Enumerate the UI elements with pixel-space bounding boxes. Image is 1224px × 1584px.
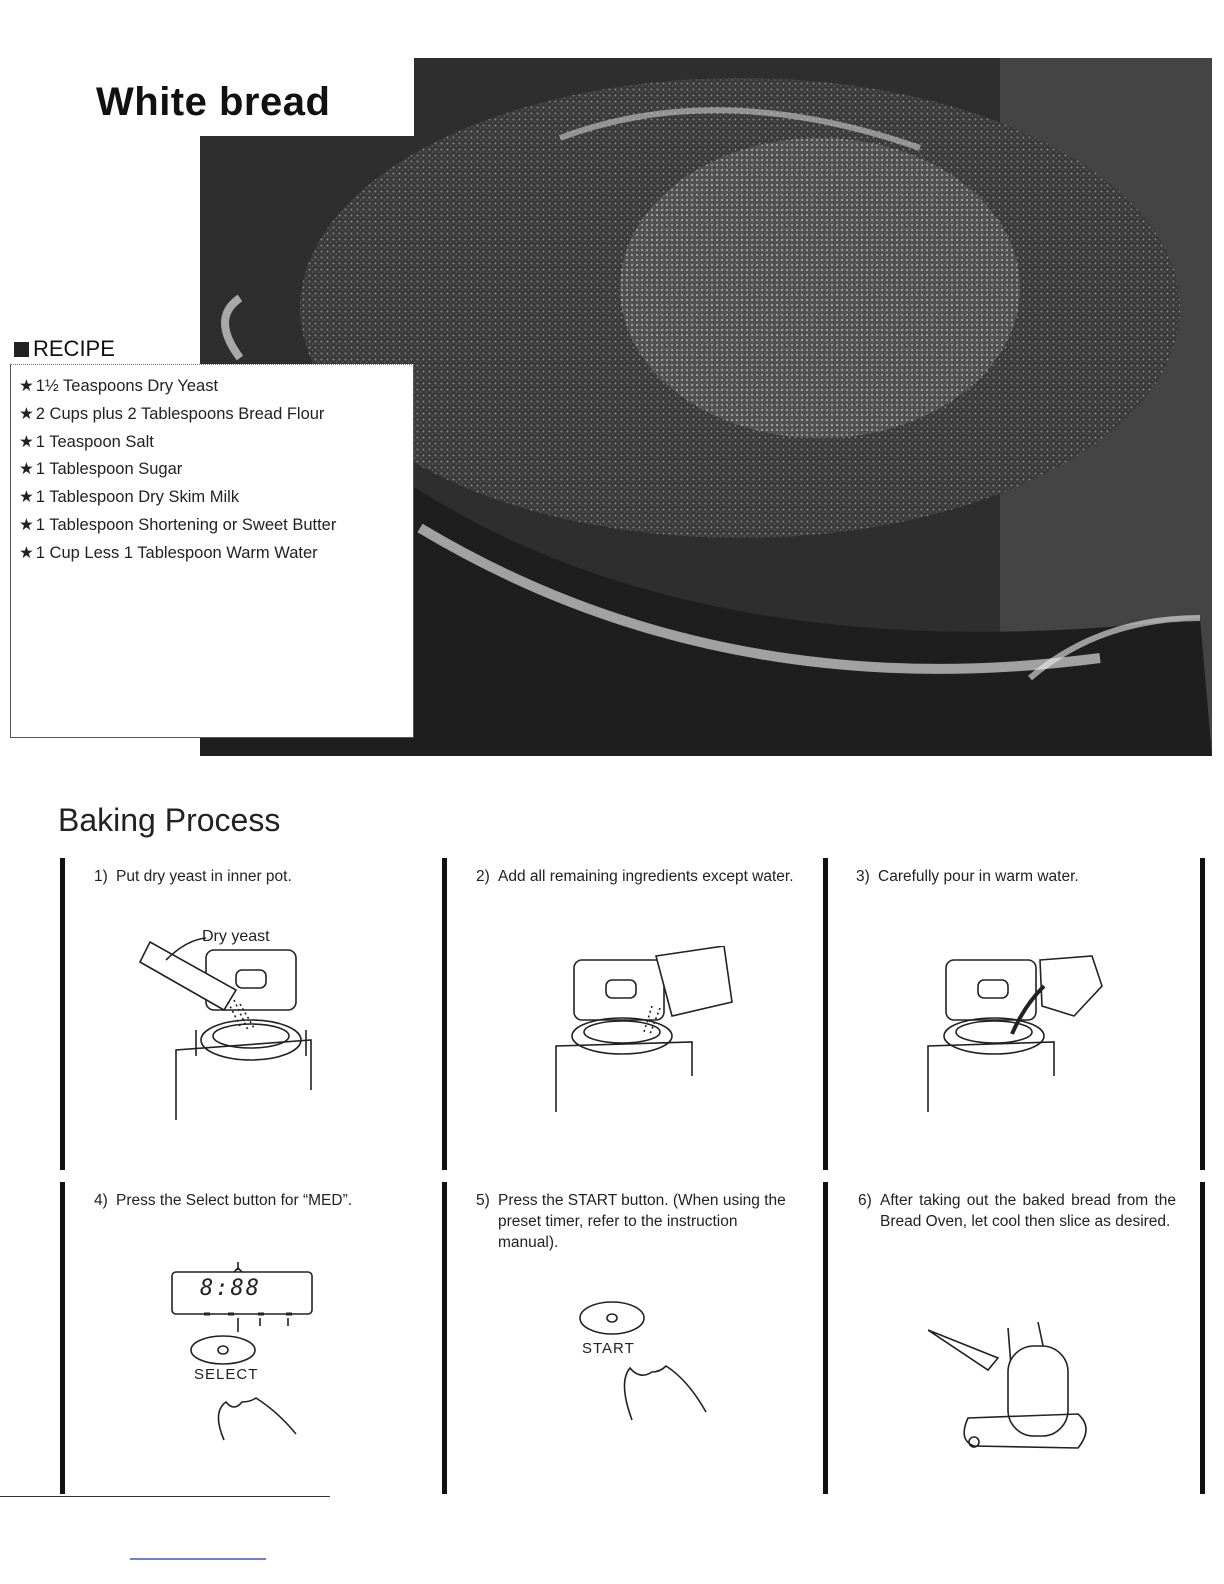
recipe-item: ★ 1 Cup Less 1 Tablespoon Warm Water bbox=[19, 543, 318, 562]
illustration-pour-water bbox=[924, 946, 1114, 1116]
process-title: Baking Process bbox=[58, 802, 281, 838]
recipe-item: ★ 1 Tablespoon Dry Skim Milk bbox=[19, 488, 240, 507]
star-icon: ★ bbox=[19, 488, 34, 507]
recipe-item: ★ 2 Cups plus 2 Tablespoons Bread Flour bbox=[19, 404, 325, 423]
recipe-list bbox=[11, 365, 413, 568]
star-icon: ★ bbox=[19, 460, 34, 479]
step-4: 4) Press the Select button for “MED”. bbox=[94, 1192, 353, 1209]
illustration-start-button bbox=[570, 1296, 720, 1426]
select-button-label: SELECT bbox=[194, 1366, 259, 1383]
recipe-item: ★ 1 Teaspoon Salt bbox=[19, 432, 154, 451]
recipe-item: ★ 1 Tablespoon Sugar bbox=[19, 460, 183, 479]
star-icon: ★ bbox=[19, 404, 34, 423]
recipe-box bbox=[10, 364, 414, 738]
star-icon: ★ bbox=[19, 515, 34, 534]
step-2: 2) Add all remaining ingredients except water. bbox=[476, 868, 794, 885]
column-divider bbox=[442, 858, 447, 1170]
step-3: 3) Carefully pour in warm water. bbox=[856, 868, 1079, 885]
recipe-item: ★ 1 Tablespoon Shortening or Sweet Butter bbox=[19, 515, 337, 534]
recipe-heading-label: RECIPE bbox=[33, 336, 115, 361]
lcd-display: 8:88 bbox=[200, 1276, 261, 1301]
step-6: 6) After taking out the baked bread from the Bread Oven, let cool then slice as desired. bbox=[858, 1192, 1176, 1230]
column-divider bbox=[1200, 858, 1205, 1170]
recipe-item: ★ 1½ Teaspoons Dry Yeast bbox=[19, 377, 219, 395]
column-divider bbox=[442, 1182, 447, 1494]
star-icon: ★ bbox=[19, 432, 34, 451]
start-button-label: START bbox=[582, 1340, 635, 1357]
column-divider bbox=[823, 1182, 828, 1494]
illustration-slice-bread bbox=[928, 1318, 1098, 1458]
illustration-add-ingredients bbox=[552, 946, 742, 1116]
square-bullet-icon bbox=[14, 342, 29, 357]
bottom-rule bbox=[0, 1496, 330, 1497]
column-divider bbox=[1200, 1182, 1205, 1494]
step-5: 5) Press the START button. (When using the preset timer, refer to the instruction manual). bbox=[476, 1192, 786, 1251]
recipe-heading bbox=[14, 336, 115, 362]
column-divider bbox=[60, 1182, 65, 1494]
step-1: 1) Put dry yeast in inner pot. bbox=[94, 868, 292, 885]
dry-yeast-label: Dry yeast bbox=[202, 928, 270, 945]
blue-rule bbox=[130, 1558, 266, 1560]
star-icon: ★ bbox=[19, 377, 34, 395]
page-title: White bread bbox=[96, 80, 331, 124]
column-divider bbox=[823, 858, 828, 1170]
column-divider bbox=[60, 858, 65, 1170]
illustration-add-yeast bbox=[136, 930, 346, 1120]
star-icon: ★ bbox=[19, 543, 34, 562]
